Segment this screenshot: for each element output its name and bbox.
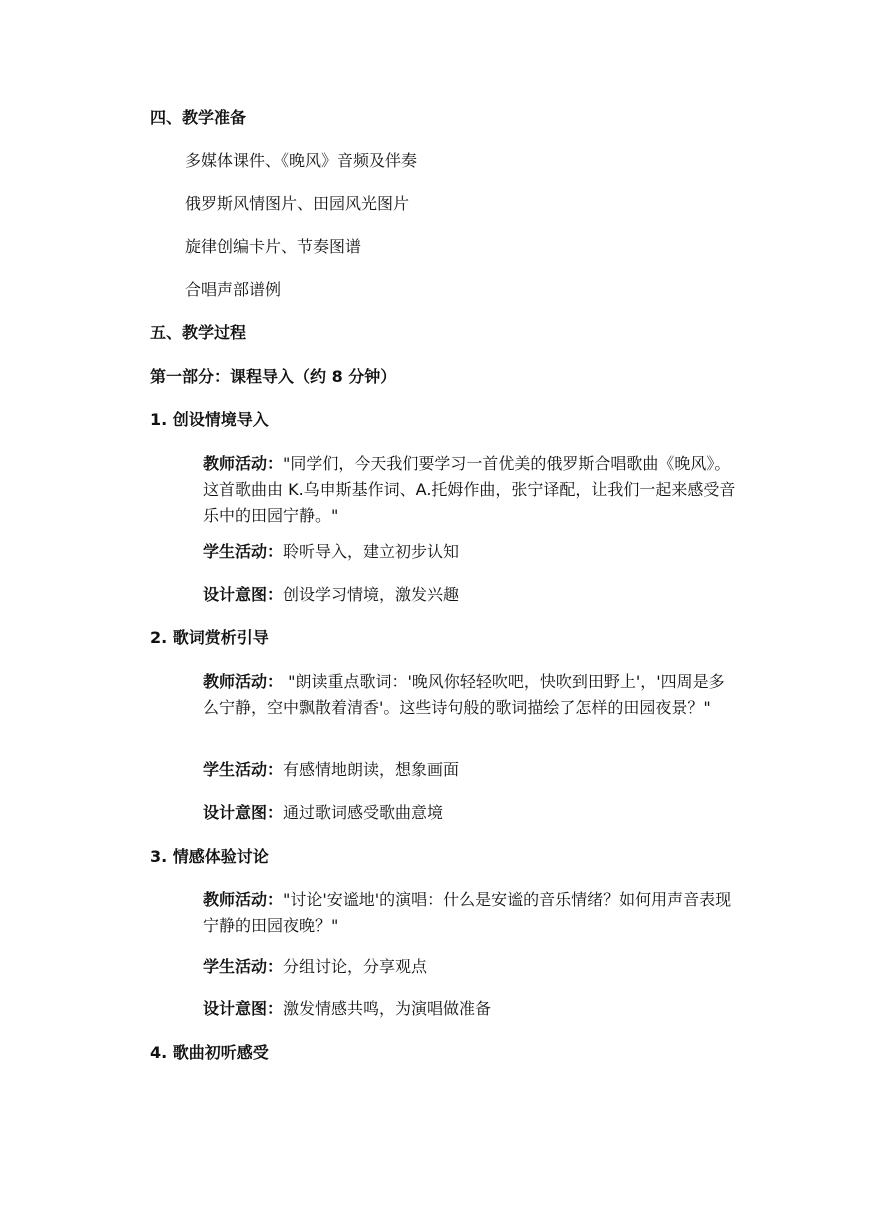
step-title: 3. 情感体验讨论 xyxy=(150,847,269,866)
step-title: 4. 歌曲初听感受 xyxy=(150,1043,269,1062)
part-title: 第一部分：课程导入（约 8 分钟） xyxy=(150,367,397,386)
prep-item: 俄罗斯风情图片、田园风光图片 xyxy=(185,194,410,213)
design-intent-label: 设计意图： xyxy=(203,585,284,604)
student-activity xyxy=(203,760,459,780)
prep-item: 合唱声部谱例 xyxy=(185,280,282,299)
design-intent xyxy=(203,585,459,605)
teacher-activity-label: 教师活动： xyxy=(203,454,284,473)
teacher-activity-text: "朗读重点歌词：'晚风你轻轻吹吧，快吹到田野上'，'四周是多么宁静，空中飘散着清香'。这些诗句般的歌词描绘了怎样的田园夜景？" xyxy=(203,672,725,717)
student-activity-label: 学生活动： xyxy=(203,760,284,779)
teacher-activity-label: 教师活动： xyxy=(203,890,284,909)
design-intent xyxy=(203,999,491,1019)
student-activity-text: 有感情地朗读，想象画面 xyxy=(283,760,460,779)
student-activity xyxy=(203,542,459,562)
teacher-activity xyxy=(203,887,738,939)
design-intent xyxy=(203,803,443,823)
step-title: 2. 歌词赏析引导 xyxy=(150,628,269,647)
prep-item: 多媒体课件、《晚风》音频及伴奏 xyxy=(185,151,418,170)
design-intent-text: 创设学习情境，激发兴趣 xyxy=(283,585,460,604)
student-activity-text: 分组讨论，分享观点 xyxy=(283,957,428,976)
step-title: 1. 创设情境导入 xyxy=(150,410,269,429)
design-intent-label: 设计意图： xyxy=(203,803,284,822)
teacher-activity-text: "讨论'安谧地'的演唱：什么是安谧的音乐情绪？如何用声音表现宁静的田园夜晚？" xyxy=(203,890,732,935)
teacher-activity xyxy=(203,669,738,721)
student-activity-label: 学生活动： xyxy=(203,542,284,561)
design-intent-text: 激发情感共鸣，为演唱做准备 xyxy=(283,999,492,1018)
prep-item: 旋律创编卡片、节奏图谱 xyxy=(185,237,362,256)
student-activity-label: 学生活动： xyxy=(203,957,284,976)
student-activity-text: 聆听导入，建立初步认知 xyxy=(283,542,460,561)
section-heading-process: 五、教学过程 xyxy=(150,323,247,342)
design-intent-label: 设计意图： xyxy=(203,999,284,1018)
design-intent-text: 通过歌词感受歌曲意境 xyxy=(283,803,444,822)
teacher-activity xyxy=(203,451,738,529)
teacher-activity-label: 教师活动： xyxy=(203,672,284,691)
student-activity xyxy=(203,957,427,977)
teacher-activity-text: "同学们，今天我们要学习一首优美的俄罗斯合唱歌曲《晚风》。这首歌曲由 K.乌申斯基作词、A.托姆作曲，张宁译配，让我们一起来感受音乐中的田园宁静。" xyxy=(203,454,736,525)
section-heading-prep: 四、教学准备 xyxy=(150,108,247,127)
